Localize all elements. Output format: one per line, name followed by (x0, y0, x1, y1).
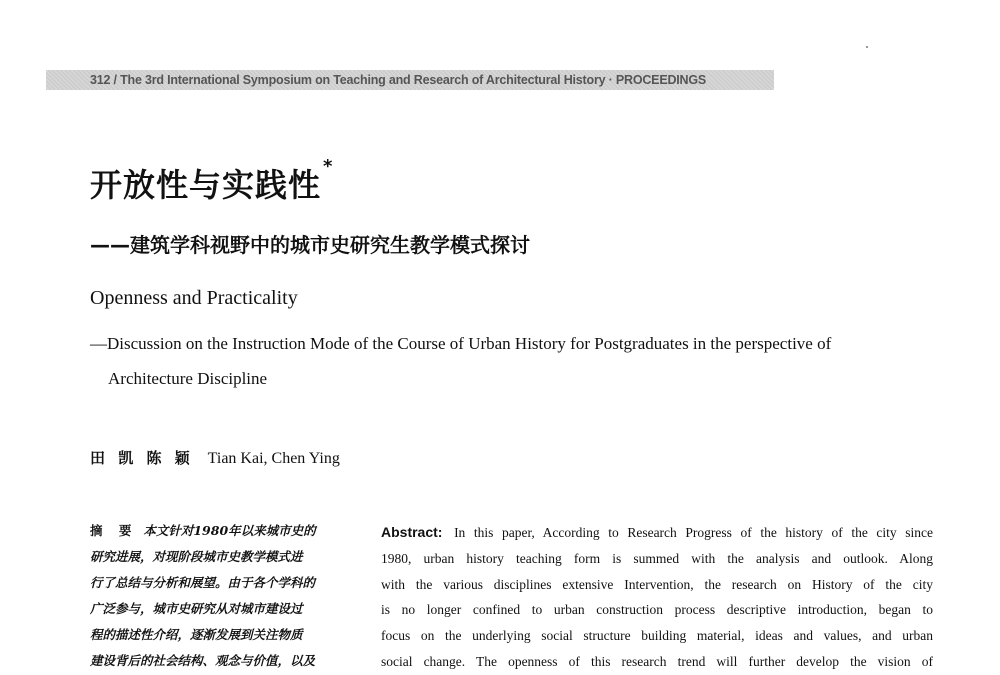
subtitle-english-line-1: —Discussion on the Instruction Mode of the Course of Urban History for Postgraduates in the perspective of (90, 334, 832, 353)
abstract-english-line-text: In this paper, According to Research Progress of the history of the city since (454, 525, 933, 540)
abstract-chinese-line (90, 518, 348, 544)
abstract-chinese-line-text: 本文针对1980年以来城市史的 (143, 523, 316, 538)
subtitle-english (90, 326, 940, 396)
abstract-english-line (381, 520, 933, 546)
abstract-chinese-label: 摘 要 (90, 523, 138, 538)
abstract-english-label: Abstract: (381, 524, 443, 540)
subtitle-english-line-2: Architecture Discipline (108, 369, 268, 388)
title-footnote-mark: * (323, 156, 334, 177)
abstract-english-line: social change. The openness of this research trend will further develop the vision of (381, 653, 933, 669)
abstract-chinese-line: 行了总结与分析和展望。由于各个学科的 (90, 575, 316, 590)
abstract-english-line: 1980, urban history teaching form is summed with the analysis and outlook. Along (381, 550, 933, 566)
abstract-english-line: with the various disciplines extensive Intervention, the research on History of the city (381, 576, 933, 592)
authors-chinese: 田 凯 陈 颖 (90, 449, 194, 467)
title-chinese (90, 156, 334, 206)
author-line (90, 447, 340, 468)
abstract-chinese-line: 建设背后的社会结构、观念与价值，以及 (90, 653, 316, 668)
title-english: Openness and Practicality (90, 287, 298, 309)
subtitle-chinese: ——建筑学科视野中的城市史研究生教学模式探讨 (90, 233, 530, 257)
abstract-chinese-line: 广泛参与，城市史研究从对城市建设过 (90, 601, 303, 616)
abstract-chinese-line: 研究进展，对现阶段城市史教学模式进 (90, 549, 303, 564)
abstract-chinese-line: 程的描述性介绍，逐渐发展到关注物质 (90, 627, 303, 642)
abstract-english (381, 520, 933, 675)
abstract-english-line: is no longer confined to urban construction process descriptive introduction, began to (381, 602, 933, 618)
running-header: 312 / The 3rd International Symposium on Teaching and Research of Architectural History · PROCEEDINGS (90, 73, 707, 87)
abstract-english-line: focus on the underlying social structure building material, ideas and values, and urban (381, 628, 933, 644)
authors-english: Tian Kai, Chen Ying (207, 450, 340, 467)
abstract-chinese (90, 518, 348, 674)
scan-speck (866, 46, 868, 48)
title-chinese-text: 开放性与实践性 (90, 166, 322, 204)
